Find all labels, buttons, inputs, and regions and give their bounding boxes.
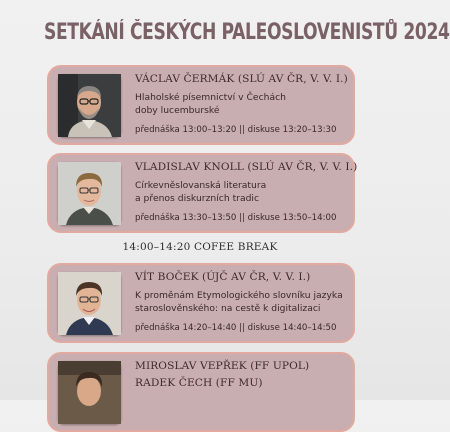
talk-schedule: přednáška 13:30–13:50 || diskuse 13:50–14:00 — [135, 213, 337, 223]
talk-title-line: a přenos diskurzních tradic — [135, 192, 260, 204]
talk-title — [135, 290, 350, 315]
speaker-name: RADEK ČECH (FF MU) — [135, 377, 263, 389]
talk-title — [135, 180, 350, 205]
talk-card — [47, 352, 355, 432]
coffee-break: 14:00–14:20 COFEE BREAK — [122, 241, 278, 253]
speaker-photo — [58, 162, 121, 225]
talk-card — [47, 153, 358, 233]
talk-title-line: staroslověnského: na cestě k digitalizaci — [135, 302, 321, 314]
talk-title-line: K proměnám Etymologického slovníku jazyka — [135, 290, 343, 301]
talk-card — [47, 65, 355, 145]
talk-title — [135, 92, 350, 117]
talk-title-line: Hlaholské písemnictví v Čechách — [135, 92, 286, 103]
talk-schedule: přednáška 13:00–13:20 || diskuse 13:20–13:30 — [135, 125, 337, 135]
speaker-name: VÍT BOČEK (ÚJČ AV ČR, V. V. I.) — [135, 271, 311, 283]
page-title: SETKÁNÍ ČESKÝCH PALEOSLOVENISTŮ 2024 — [44, 20, 450, 45]
speaker-photo — [58, 74, 121, 137]
talk-title-line: doby lucemburské — [135, 104, 220, 116]
talk-title-line: Církevněslovanská literatura — [135, 180, 267, 191]
speaker-name: MIROSLAV VEPŘEK (FF UPOL) — [135, 360, 310, 372]
talk-schedule: přednáška 14:20–14:40 || diskuse 14:40–14:50 — [135, 323, 337, 333]
talk-card — [47, 263, 355, 343]
speaker-photo — [58, 361, 121, 424]
speaker-name: VLADISLAV KNOLL (SLÚ AV ČR, V. V. I.) — [135, 161, 358, 173]
speaker-photo — [58, 272, 121, 335]
speaker-name: VÁCLAV ČERMÁK (SLÚ AV ČR, V. V. I.) — [135, 73, 348, 85]
